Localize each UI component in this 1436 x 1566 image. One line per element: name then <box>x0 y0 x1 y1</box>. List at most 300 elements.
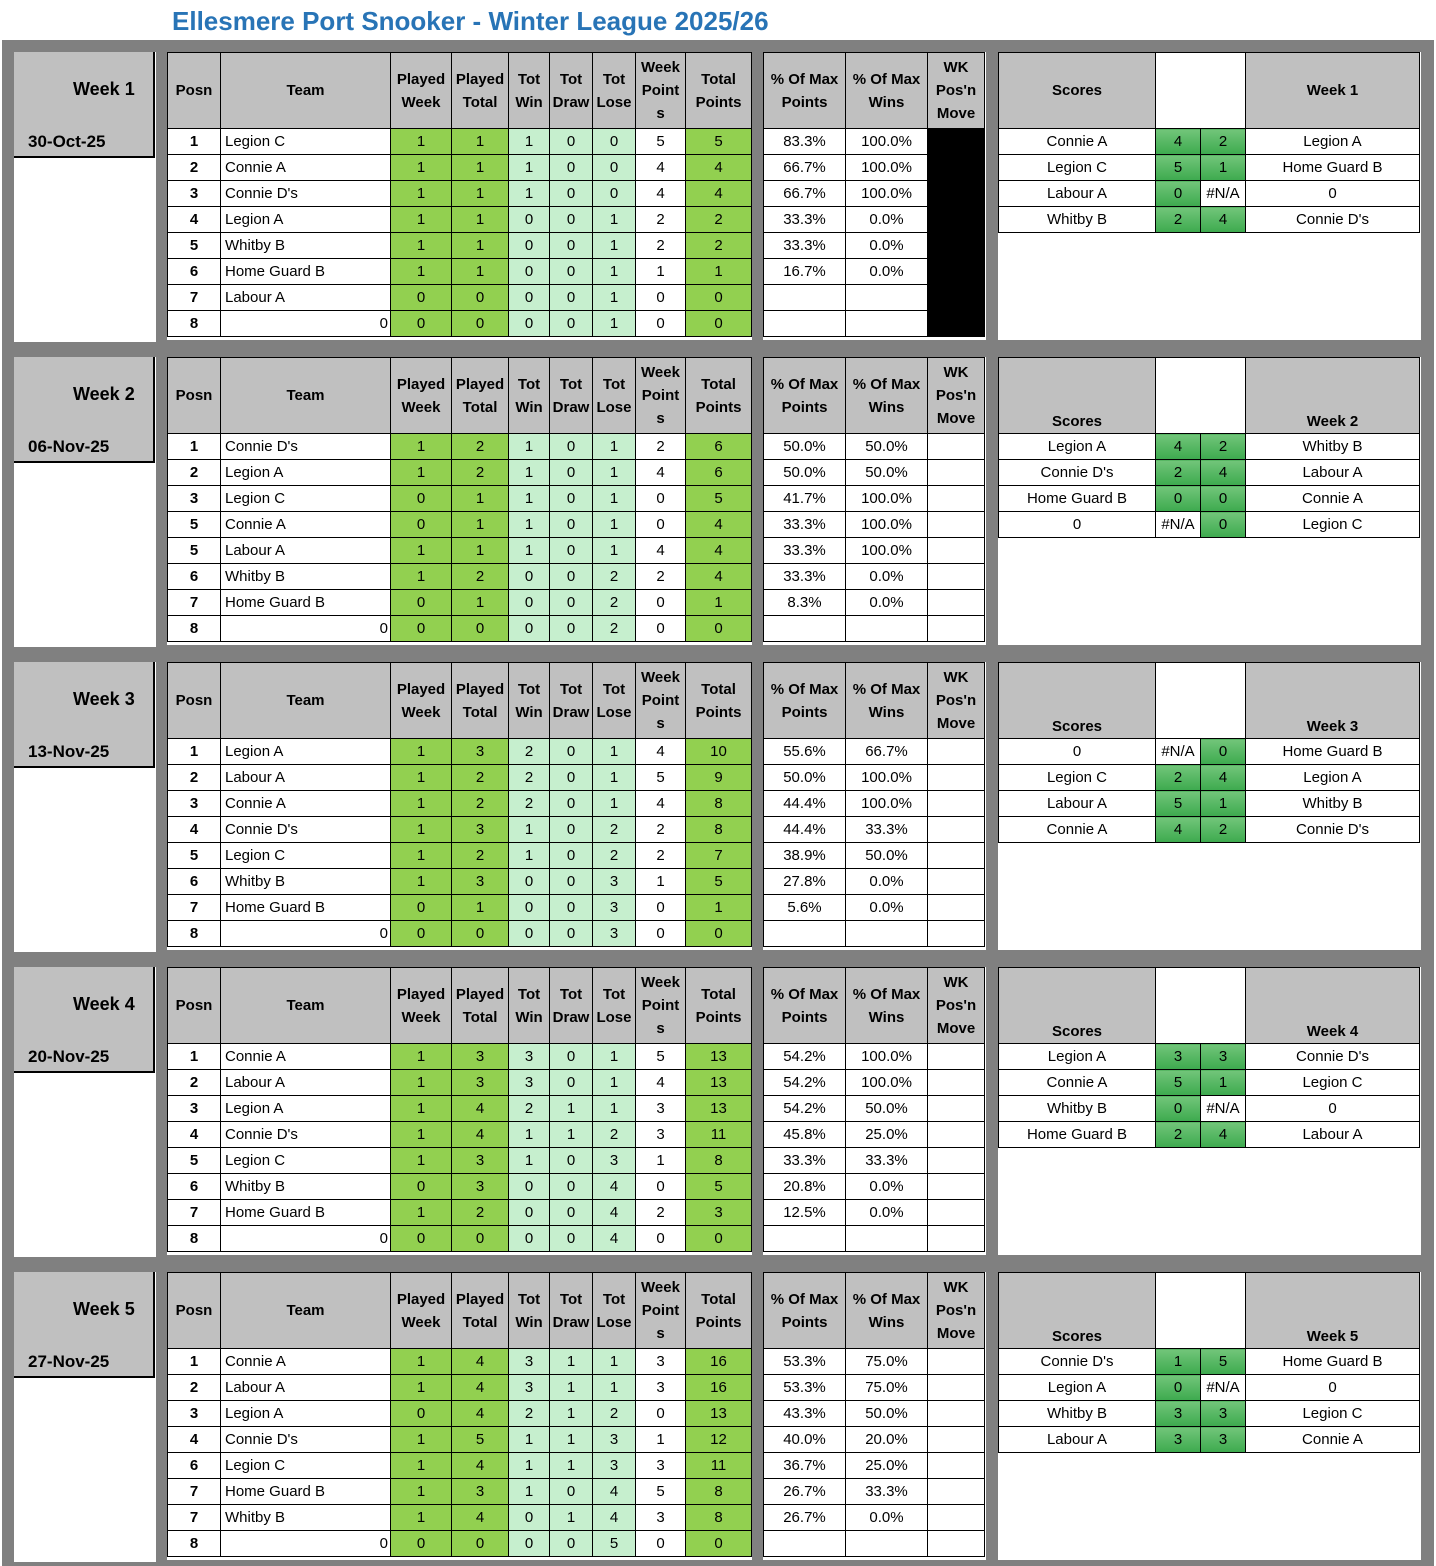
scores-panel <box>998 357 1421 645</box>
score-row <box>999 1427 1420 1453</box>
table-row <box>764 1531 985 1557</box>
position-cell: 6 <box>168 1174 221 1200</box>
pos-move-cell <box>928 1375 985 1401</box>
table-row <box>764 1044 985 1070</box>
home-team-cell: Labour A <box>999 181 1156 207</box>
position-cell: 1 <box>168 434 221 460</box>
tot-win-cell: 2 <box>509 765 550 791</box>
percentage-panel <box>763 1272 986 1560</box>
tot-draw-cell: 1 <box>550 1401 593 1427</box>
away-score-cell: 2 <box>1201 129 1246 155</box>
played-total-cell: 1 <box>452 259 509 285</box>
played-week-cell: 1 <box>391 1505 452 1531</box>
tot-draw-cell: 0 <box>550 1479 593 1505</box>
position-cell: 5 <box>168 233 221 259</box>
table-row <box>168 1226 752 1252</box>
pos-move-cell <box>928 843 985 869</box>
tot-win-cell: 1 <box>509 843 550 869</box>
tot-win-cell: 1 <box>509 460 550 486</box>
played-total-cell: 3 <box>452 1148 509 1174</box>
week-points-cell: 0 <box>636 1401 686 1427</box>
pct-max-wins-cell: 50.0% <box>846 843 928 869</box>
tot-lose-cell: 3 <box>593 895 636 921</box>
played-total-cell: 1 <box>452 895 509 921</box>
away-team-cell: Connie D's <box>1246 207 1420 233</box>
week-points-cell: 0 <box>636 1226 686 1252</box>
position-cell: 2 <box>168 1375 221 1401</box>
tot-win-cell: 0 <box>509 1505 550 1531</box>
tot-lose-cell: 1 <box>593 1375 636 1401</box>
standings-table <box>167 662 752 947</box>
team-cell: Home Guard B <box>221 1200 391 1226</box>
tot-win-cell: 0 <box>509 259 550 285</box>
total-points-cell: 13 <box>686 1096 752 1122</box>
home-score-cell: 2 <box>1156 207 1201 233</box>
played-week-cell: 1 <box>391 1122 452 1148</box>
position-cell: 7 <box>168 895 221 921</box>
blank-header <box>1156 968 1246 1044</box>
score-row <box>999 1096 1420 1122</box>
total-points-cell: 0 <box>686 616 752 642</box>
table-row <box>168 486 752 512</box>
away-score-cell: 4 <box>1201 765 1246 791</box>
pct-max-points-cell: 33.3% <box>764 1148 846 1174</box>
pct-max-points-cell: 54.2% <box>764 1044 846 1070</box>
score-row <box>999 817 1420 843</box>
table-row <box>168 1148 752 1174</box>
table-row <box>764 1174 985 1200</box>
pct-max-points-cell: 53.3% <box>764 1349 846 1375</box>
pct-max-points-cell: 55.6% <box>764 739 846 765</box>
position-cell: 7 <box>168 1200 221 1226</box>
blank-header <box>1156 1273 1246 1349</box>
home-score-cell: 3 <box>1156 1401 1201 1427</box>
table-row <box>168 233 752 259</box>
table-row <box>168 869 752 895</box>
tot-lose-cell: 2 <box>593 564 636 590</box>
column-header-scores: Scores <box>999 53 1156 129</box>
played-week-cell: 1 <box>391 538 452 564</box>
position-cell: 3 <box>168 1096 221 1122</box>
column-header-team: Team <box>221 53 391 129</box>
played-week-cell: 1 <box>391 1375 452 1401</box>
away-score-cell: #N/A <box>1201 181 1246 207</box>
tot-win-cell: 2 <box>509 1401 550 1427</box>
column-header-scores: Scores <box>999 1273 1156 1349</box>
tot-draw-cell: 0 <box>550 590 593 616</box>
table-row <box>764 1479 985 1505</box>
table-row <box>764 590 985 616</box>
played-week-cell: 0 <box>391 512 452 538</box>
away-team-cell: Home Guard B <box>1246 739 1420 765</box>
tot-draw-cell: 0 <box>550 1070 593 1096</box>
standings-panel <box>167 967 752 1255</box>
played-total-cell: 2 <box>452 460 509 486</box>
pos-move-cell <box>928 1531 985 1557</box>
percentage-table <box>763 967 985 1252</box>
week-date: 13-Nov-25 <box>28 742 110 761</box>
week-block <box>2 345 1434 635</box>
pct-max-wins-cell: 100.0% <box>846 538 928 564</box>
team-cell: Legion A <box>221 739 391 765</box>
played-total-cell: 1 <box>452 590 509 616</box>
tot-win-cell: 0 <box>509 616 550 642</box>
home-score-cell: 3 <box>1156 1427 1201 1453</box>
table-row <box>764 1070 985 1096</box>
position-cell: 2 <box>168 155 221 181</box>
pct-max-points-cell: 8.3% <box>764 590 846 616</box>
tot-draw-cell: 0 <box>550 486 593 512</box>
tot-lose-cell: 1 <box>593 538 636 564</box>
position-cell: 8 <box>168 921 221 947</box>
score-row <box>999 434 1420 460</box>
played-week-cell: 0 <box>391 1174 452 1200</box>
played-total-cell: 2 <box>452 765 509 791</box>
column-header-tot-win: Tot Win <box>509 968 550 1044</box>
week-points-cell: 5 <box>636 129 686 155</box>
tot-draw-cell: 0 <box>550 1174 593 1200</box>
pct-max-points-cell: 43.3% <box>764 1401 846 1427</box>
away-team-cell: Home Guard B <box>1246 1349 1420 1375</box>
away-score-cell: 3 <box>1201 1427 1246 1453</box>
week-label-panel <box>14 52 156 342</box>
table-row <box>168 895 752 921</box>
week-points-cell: 0 <box>636 1174 686 1200</box>
position-cell: 2 <box>168 460 221 486</box>
home-team-cell: Legion A <box>999 434 1156 460</box>
column-header-posn: Posn <box>168 663 221 739</box>
position-cell: 7 <box>168 285 221 311</box>
column-header-team: Team <box>221 358 391 434</box>
pos-move-cell <box>928 1122 985 1148</box>
away-team-cell: Connie A <box>1246 486 1420 512</box>
pos-move-cell <box>928 765 985 791</box>
week-label: Week 5 <box>73 1299 135 1319</box>
team-cell: Connie A <box>221 1044 391 1070</box>
pct-max-wins-cell: 0.0% <box>846 259 928 285</box>
played-total-cell: 0 <box>452 921 509 947</box>
week-label: Week 3 <box>73 689 135 709</box>
position-cell: 4 <box>168 1122 221 1148</box>
played-total-cell: 4 <box>452 1401 509 1427</box>
tot-lose-cell: 2 <box>593 1122 636 1148</box>
team-cell: Legion A <box>221 1096 391 1122</box>
home-score-cell: 5 <box>1156 1070 1201 1096</box>
tot-win-cell: 0 <box>509 1200 550 1226</box>
tot-draw-cell: 0 <box>550 1226 593 1252</box>
played-week-cell: 1 <box>391 181 452 207</box>
tot-draw-cell: 1 <box>550 1122 593 1148</box>
tot-draw-cell: 0 <box>550 233 593 259</box>
table-row <box>764 512 985 538</box>
played-total-cell: 3 <box>452 739 509 765</box>
total-points-cell: 1 <box>686 590 752 616</box>
pct-max-wins-cell: 75.0% <box>846 1375 928 1401</box>
pct-max-wins-cell: 100.0% <box>846 512 928 538</box>
tot-draw-cell: 0 <box>550 869 593 895</box>
table-row <box>168 181 752 207</box>
tot-draw-cell: 0 <box>550 1044 593 1070</box>
pos-move-cell <box>928 590 985 616</box>
tot-lose-cell: 3 <box>593 1453 636 1479</box>
pct-max-wins-cell: 25.0% <box>846 1122 928 1148</box>
blank-header <box>1156 663 1246 739</box>
tot-draw-cell: 0 <box>550 512 593 538</box>
played-week-cell: 1 <box>391 1096 452 1122</box>
total-points-cell: 4 <box>686 181 752 207</box>
played-week-cell: 1 <box>391 129 452 155</box>
score-row <box>999 1401 1420 1427</box>
tot-draw-cell: 0 <box>550 259 593 285</box>
tot-win-cell: 0 <box>509 921 550 947</box>
tot-win-cell: 0 <box>509 1174 550 1200</box>
column-header-played-week: Played Week <box>391 663 452 739</box>
pct-max-wins-cell: 0.0% <box>846 1505 928 1531</box>
table-row <box>764 895 985 921</box>
home-team-cell: Connie A <box>999 129 1156 155</box>
column-header-tot-draw: Tot Draw <box>550 968 593 1044</box>
played-week-cell: 1 <box>391 1200 452 1226</box>
table-row <box>168 765 752 791</box>
total-points-cell: 7 <box>686 843 752 869</box>
played-total-cell: 4 <box>452 1349 509 1375</box>
played-week-cell: 1 <box>391 869 452 895</box>
tot-draw-cell: 0 <box>550 460 593 486</box>
league-sheet <box>2 40 1434 1566</box>
table-row <box>764 739 985 765</box>
percentage-table <box>763 1272 985 1557</box>
pct-max-points-cell <box>764 1226 846 1252</box>
total-points-cell: 13 <box>686 1401 752 1427</box>
total-points-cell: 5 <box>686 1174 752 1200</box>
table-row <box>168 285 752 311</box>
week-points-cell: 2 <box>636 843 686 869</box>
tot-lose-cell: 1 <box>593 1044 636 1070</box>
away-team-cell: Labour A <box>1246 460 1420 486</box>
week-points-cell: 5 <box>636 1479 686 1505</box>
table-row <box>764 1427 985 1453</box>
score-row <box>999 512 1420 538</box>
table-row <box>168 1531 752 1557</box>
position-cell: 3 <box>168 1401 221 1427</box>
home-score-cell: 0 <box>1156 1375 1201 1401</box>
table-row <box>168 616 752 642</box>
week-label: Week 4 <box>73 994 135 1014</box>
week-points-cell: 3 <box>636 1375 686 1401</box>
played-total-cell: 1 <box>452 181 509 207</box>
home-team-cell: 0 <box>999 739 1156 765</box>
table-row <box>168 1427 752 1453</box>
standings-table <box>167 967 752 1252</box>
away-score-cell: #N/A <box>1201 1096 1246 1122</box>
tot-win-cell: 3 <box>509 1044 550 1070</box>
pos-move-cell <box>928 207 985 233</box>
away-score-cell: 1 <box>1201 1070 1246 1096</box>
played-week-cell: 0 <box>391 590 452 616</box>
pct-max-points-cell: 33.3% <box>764 564 846 590</box>
position-cell: 8 <box>168 311 221 337</box>
played-week-cell: 0 <box>391 311 452 337</box>
position-cell: 6 <box>168 259 221 285</box>
pos-move-cell <box>928 181 985 207</box>
scores-table <box>998 52 1420 233</box>
scores-panel <box>998 967 1421 1255</box>
pct-max-wins-cell: 50.0% <box>846 460 928 486</box>
pct-max-wins-cell: 50.0% <box>846 1096 928 1122</box>
tot-win-cell: 1 <box>509 1427 550 1453</box>
pct-max-wins-cell: 0.0% <box>846 869 928 895</box>
week-block <box>2 650 1434 940</box>
score-row <box>999 1375 1420 1401</box>
pct-max-points-cell: 27.8% <box>764 869 846 895</box>
table-row <box>168 739 752 765</box>
pos-move-cell <box>928 817 985 843</box>
column-header-total-points: Total Points <box>686 358 752 434</box>
score-row <box>999 181 1420 207</box>
week-label: Week 2 <box>73 384 135 404</box>
played-week-cell: 0 <box>391 895 452 921</box>
tot-draw-cell: 0 <box>550 155 593 181</box>
table-row <box>764 1148 985 1174</box>
away-team-cell: Legion C <box>1246 1070 1420 1096</box>
column-header-team: Team <box>221 968 391 1044</box>
position-cell: 8 <box>168 1226 221 1252</box>
total-points-cell: 2 <box>686 233 752 259</box>
tot-win-cell: 1 <box>509 1148 550 1174</box>
played-total-cell: 1 <box>452 207 509 233</box>
away-score-cell: 4 <box>1201 207 1246 233</box>
week-points-cell: 0 <box>636 512 686 538</box>
team-cell: Whitby B <box>221 233 391 259</box>
tot-draw-cell: 1 <box>550 1427 593 1453</box>
tot-win-cell: 1 <box>509 1453 550 1479</box>
column-header-pct-max-points: % Of Max Points <box>764 53 846 129</box>
position-cell: 5 <box>168 1148 221 1174</box>
week-points-cell: 2 <box>636 817 686 843</box>
tot-win-cell: 3 <box>509 1375 550 1401</box>
away-score-cell: 0 <box>1201 486 1246 512</box>
total-points-cell: 16 <box>686 1349 752 1375</box>
percentage-panel <box>763 357 986 645</box>
total-points-cell: 0 <box>686 921 752 947</box>
tot-lose-cell: 0 <box>593 129 636 155</box>
table-row <box>764 1226 985 1252</box>
team-cell: Connie A <box>221 1349 391 1375</box>
tot-win-cell: 0 <box>509 895 550 921</box>
tot-win-cell: 0 <box>509 285 550 311</box>
pos-move-cell <box>928 791 985 817</box>
pct-max-wins-cell: 100.0% <box>846 129 928 155</box>
away-score-cell: 1 <box>1201 791 1246 817</box>
week-points-cell: 4 <box>636 1070 686 1096</box>
score-row <box>999 207 1420 233</box>
tot-lose-cell: 0 <box>593 155 636 181</box>
away-score-cell: 4 <box>1201 460 1246 486</box>
pos-move-cell <box>928 233 985 259</box>
total-points-cell: 13 <box>686 1044 752 1070</box>
table-row <box>764 1375 985 1401</box>
home-score-cell: 2 <box>1156 460 1201 486</box>
tot-lose-cell: 4 <box>593 1174 636 1200</box>
total-points-cell: 16 <box>686 1375 752 1401</box>
table-row <box>764 921 985 947</box>
week-label-box <box>14 1272 155 1378</box>
column-header-team: Team <box>221 663 391 739</box>
home-score-cell: 4 <box>1156 817 1201 843</box>
away-team-cell: Whitby B <box>1246 791 1420 817</box>
played-total-cell: 4 <box>452 1453 509 1479</box>
position-cell: 2 <box>168 1070 221 1096</box>
home-score-cell: #N/A <box>1156 739 1201 765</box>
column-header-played-week: Played Week <box>391 1273 452 1349</box>
week-points-cell: 1 <box>636 1148 686 1174</box>
column-header-pct-max-wins: % Of Max Wins <box>846 968 928 1044</box>
pct-max-points-cell: 12.5% <box>764 1200 846 1226</box>
played-week-cell: 1 <box>391 207 452 233</box>
table-row <box>168 1479 752 1505</box>
team-cell: Labour A <box>221 538 391 564</box>
week-points-cell: 0 <box>636 486 686 512</box>
played-total-cell: 4 <box>452 1122 509 1148</box>
table-row <box>168 460 752 486</box>
total-points-cell: 5 <box>686 129 752 155</box>
pct-max-points-cell: 33.3% <box>764 538 846 564</box>
home-score-cell: 4 <box>1156 129 1201 155</box>
week-points-cell: 3 <box>636 1349 686 1375</box>
score-row <box>999 739 1420 765</box>
pct-max-points-cell: 33.3% <box>764 207 846 233</box>
table-row <box>764 616 985 642</box>
team-cell: Connie D's <box>221 1122 391 1148</box>
home-score-cell: 0 <box>1156 181 1201 207</box>
week-points-cell: 1 <box>636 259 686 285</box>
table-row <box>168 434 752 460</box>
total-points-cell: 6 <box>686 460 752 486</box>
tot-win-cell: 0 <box>509 233 550 259</box>
week-points-cell: 0 <box>636 311 686 337</box>
column-header-pct-max-points: % Of Max Points <box>764 1273 846 1349</box>
total-points-cell: 13 <box>686 1070 752 1096</box>
tot-lose-cell: 1 <box>593 285 636 311</box>
home-score-cell: 1 <box>1156 1349 1201 1375</box>
table-row <box>764 460 985 486</box>
tot-lose-cell: 2 <box>593 616 636 642</box>
table-row <box>168 1505 752 1531</box>
played-total-cell: 2 <box>452 843 509 869</box>
played-total-cell: 3 <box>452 1044 509 1070</box>
played-week-cell: 1 <box>391 817 452 843</box>
home-team-cell: Legion C <box>999 765 1156 791</box>
column-header-week-points: Week Point s <box>636 663 686 739</box>
pos-move-cell <box>928 1226 985 1252</box>
tot-draw-cell: 0 <box>550 765 593 791</box>
percentage-table <box>763 52 985 337</box>
score-row <box>999 1070 1420 1096</box>
pct-max-wins-cell <box>846 921 928 947</box>
table-row <box>764 155 985 181</box>
pct-max-points-cell: 50.0% <box>764 765 846 791</box>
pct-max-points-cell: 33.3% <box>764 233 846 259</box>
tot-draw-cell: 1 <box>550 1375 593 1401</box>
team-cell: Home Guard B <box>221 1479 391 1505</box>
pos-move-cell <box>928 869 985 895</box>
pct-max-wins-cell: 100.0% <box>846 765 928 791</box>
column-header-scores: Scores <box>999 663 1156 739</box>
tot-draw-cell: 1 <box>550 1349 593 1375</box>
home-score-cell: 4 <box>1156 434 1201 460</box>
tot-win-cell: 0 <box>509 869 550 895</box>
page-title: Ellesmere Port Snooker - Winter League 2025/26 <box>172 6 769 36</box>
